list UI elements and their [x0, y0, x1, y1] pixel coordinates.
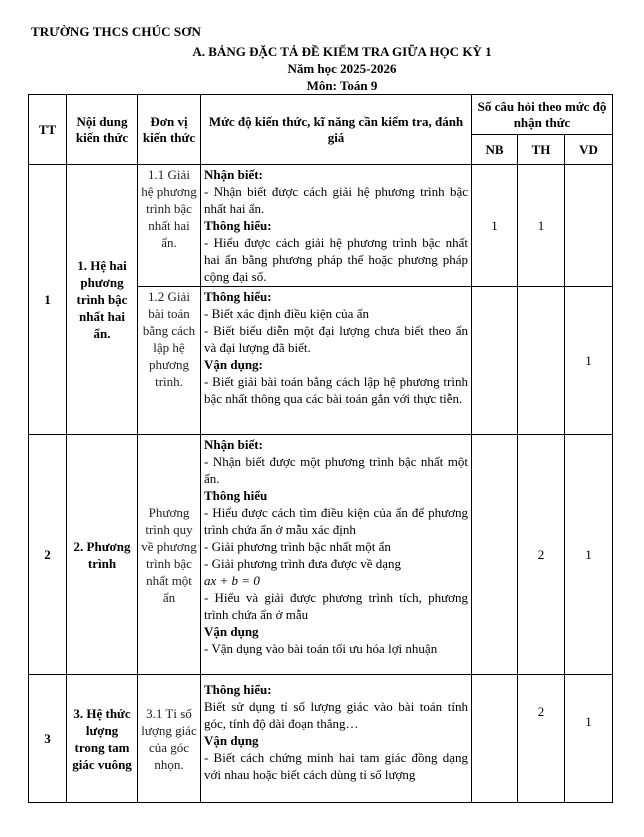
- table-row: [29, 435, 613, 675]
- col-header-unit: Đơn vị kiến thức: [138, 95, 201, 165]
- count-th: 1: [518, 165, 565, 287]
- level-line: - Biết cách chứng minh hai tam giác đồng dạng với nhau hoặc biết cách dùng tỉ số lượng: [204, 750, 468, 782]
- col-header-th: TH: [518, 135, 565, 165]
- row-unit: Phương trình quy về phương trình bậc nhất một ẩn: [138, 435, 201, 675]
- count-vd: [565, 165, 613, 287]
- count-nb: [472, 675, 518, 803]
- row-tt: 3: [29, 675, 67, 803]
- col-header-level: Mức độ kiến thức, kĩ năng cần kiểm tra, đánh giá: [201, 95, 472, 165]
- school-year: Năm học 2025-2026: [287, 61, 397, 76]
- level-label: Vận dụng: [204, 733, 259, 748]
- row-unit: 1.2 Giải bài toán bằng cách lập hệ phương trình.: [138, 287, 201, 435]
- row-content: 3. Hệ thức lượng trong tam giác vuông: [67, 675, 138, 803]
- level-line: - Giải phương trình đưa được về dạng: [204, 556, 401, 571]
- level-label: Nhận biết:: [204, 167, 263, 182]
- level-line: - Hiểu được cách tìm điều kiện của ẩn để phương trình chứa ẩn ở mẫu xác định: [204, 505, 468, 537]
- document-title: A. BẢNG ĐẶC TẢ ĐỀ KIỂM TRA GIỮA HỌC KỲ 1: [192, 44, 492, 59]
- level-label: Thông hiểu:: [204, 682, 272, 697]
- table-row: [29, 675, 613, 803]
- row-level: [201, 287, 472, 435]
- row-content: 2. Phương trình: [67, 435, 138, 675]
- level-line: - Vận dụng vào bài toán tối ưu hóa lợi nhuận: [204, 641, 438, 656]
- level-line: - Giải phương trình bậc nhất một ẩn: [204, 539, 391, 554]
- row-tt: 1: [29, 165, 67, 435]
- col-header-tt: TT: [29, 95, 67, 165]
- col-header-content: Nội dung kiến thức: [67, 95, 138, 165]
- row-level: [201, 675, 472, 803]
- school-name: TRƯỜNG THCS CHÚC SƠN: [31, 24, 201, 39]
- count-vd: 1: [565, 675, 613, 803]
- level-label: Vận dụng: [204, 624, 259, 639]
- level-line: - Biết giải bài toán bằng cách lập hệ phương trình bậc nhất thông qua các bài toán gắn với thực tiễn.: [204, 374, 468, 406]
- table-row: [29, 165, 613, 287]
- count-nb: [472, 435, 518, 675]
- count-th: 2: [518, 435, 565, 675]
- row-level: [201, 435, 472, 675]
- row-content: 1. Hệ hai phương trình bậc nhất hai ẩn.: [67, 165, 138, 435]
- level-line: - Nhận biết được một phương trình bậc nhất một ẩn.: [204, 454, 468, 486]
- level-label: Thông hiểu:: [204, 289, 272, 304]
- count-nb: [472, 287, 518, 435]
- level-label: Vận dụng:: [204, 357, 263, 372]
- row-level: [201, 165, 472, 287]
- level-line: Biết sử dụng tỉ số lượng giác vào bài toán tính góc, tính độ dài đoạn thẳng…: [204, 699, 468, 731]
- count-th: 2: [518, 675, 565, 803]
- level-label: Thông hiểu: [204, 488, 268, 503]
- level-line: - Biết xác định điều kiện của ẩn: [204, 306, 369, 321]
- level-line: - Hiểu được cách giải hệ phương trình bậc nhất hai ẩn bằng phương pháp thế hoặc phương pháp cộng đại số.: [204, 235, 468, 284]
- col-header-vd: VD: [565, 135, 613, 165]
- level-line: - Biết biểu diễn một đại lượng chưa biết theo ẩn và đại lượng đã biết.: [204, 323, 468, 355]
- count-vd: 1: [565, 287, 613, 435]
- level-line: - Nhận biết được cách giải hệ phương trình bậc nhất hai ẩn.: [204, 184, 468, 216]
- count-vd: 1: [565, 435, 613, 675]
- formula: ax + b = 0: [204, 573, 260, 588]
- col-header-count: Số câu hỏi theo mức độ nhận thức: [472, 95, 613, 135]
- row-tt: 2: [29, 435, 67, 675]
- count-th: [518, 287, 565, 435]
- subject: Môn: Toán 9: [306, 78, 378, 93]
- row-unit: 3.1 Tỉ số lượng giác của góc nhọn.: [138, 675, 201, 803]
- level-label: Nhận biết:: [204, 437, 263, 452]
- count-nb: 1: [472, 165, 518, 287]
- row-unit: 1.1 Giải hệ phương trình bậc nhất hai ẩn.: [138, 165, 201, 287]
- level-line: - Hiểu và giải được phương trình tích, phương trình chứa ẩn ở mẫu: [204, 590, 468, 622]
- col-header-nb: NB: [472, 135, 518, 165]
- level-label: Thông hiểu:: [204, 218, 272, 233]
- specification-table: [28, 94, 613, 803]
